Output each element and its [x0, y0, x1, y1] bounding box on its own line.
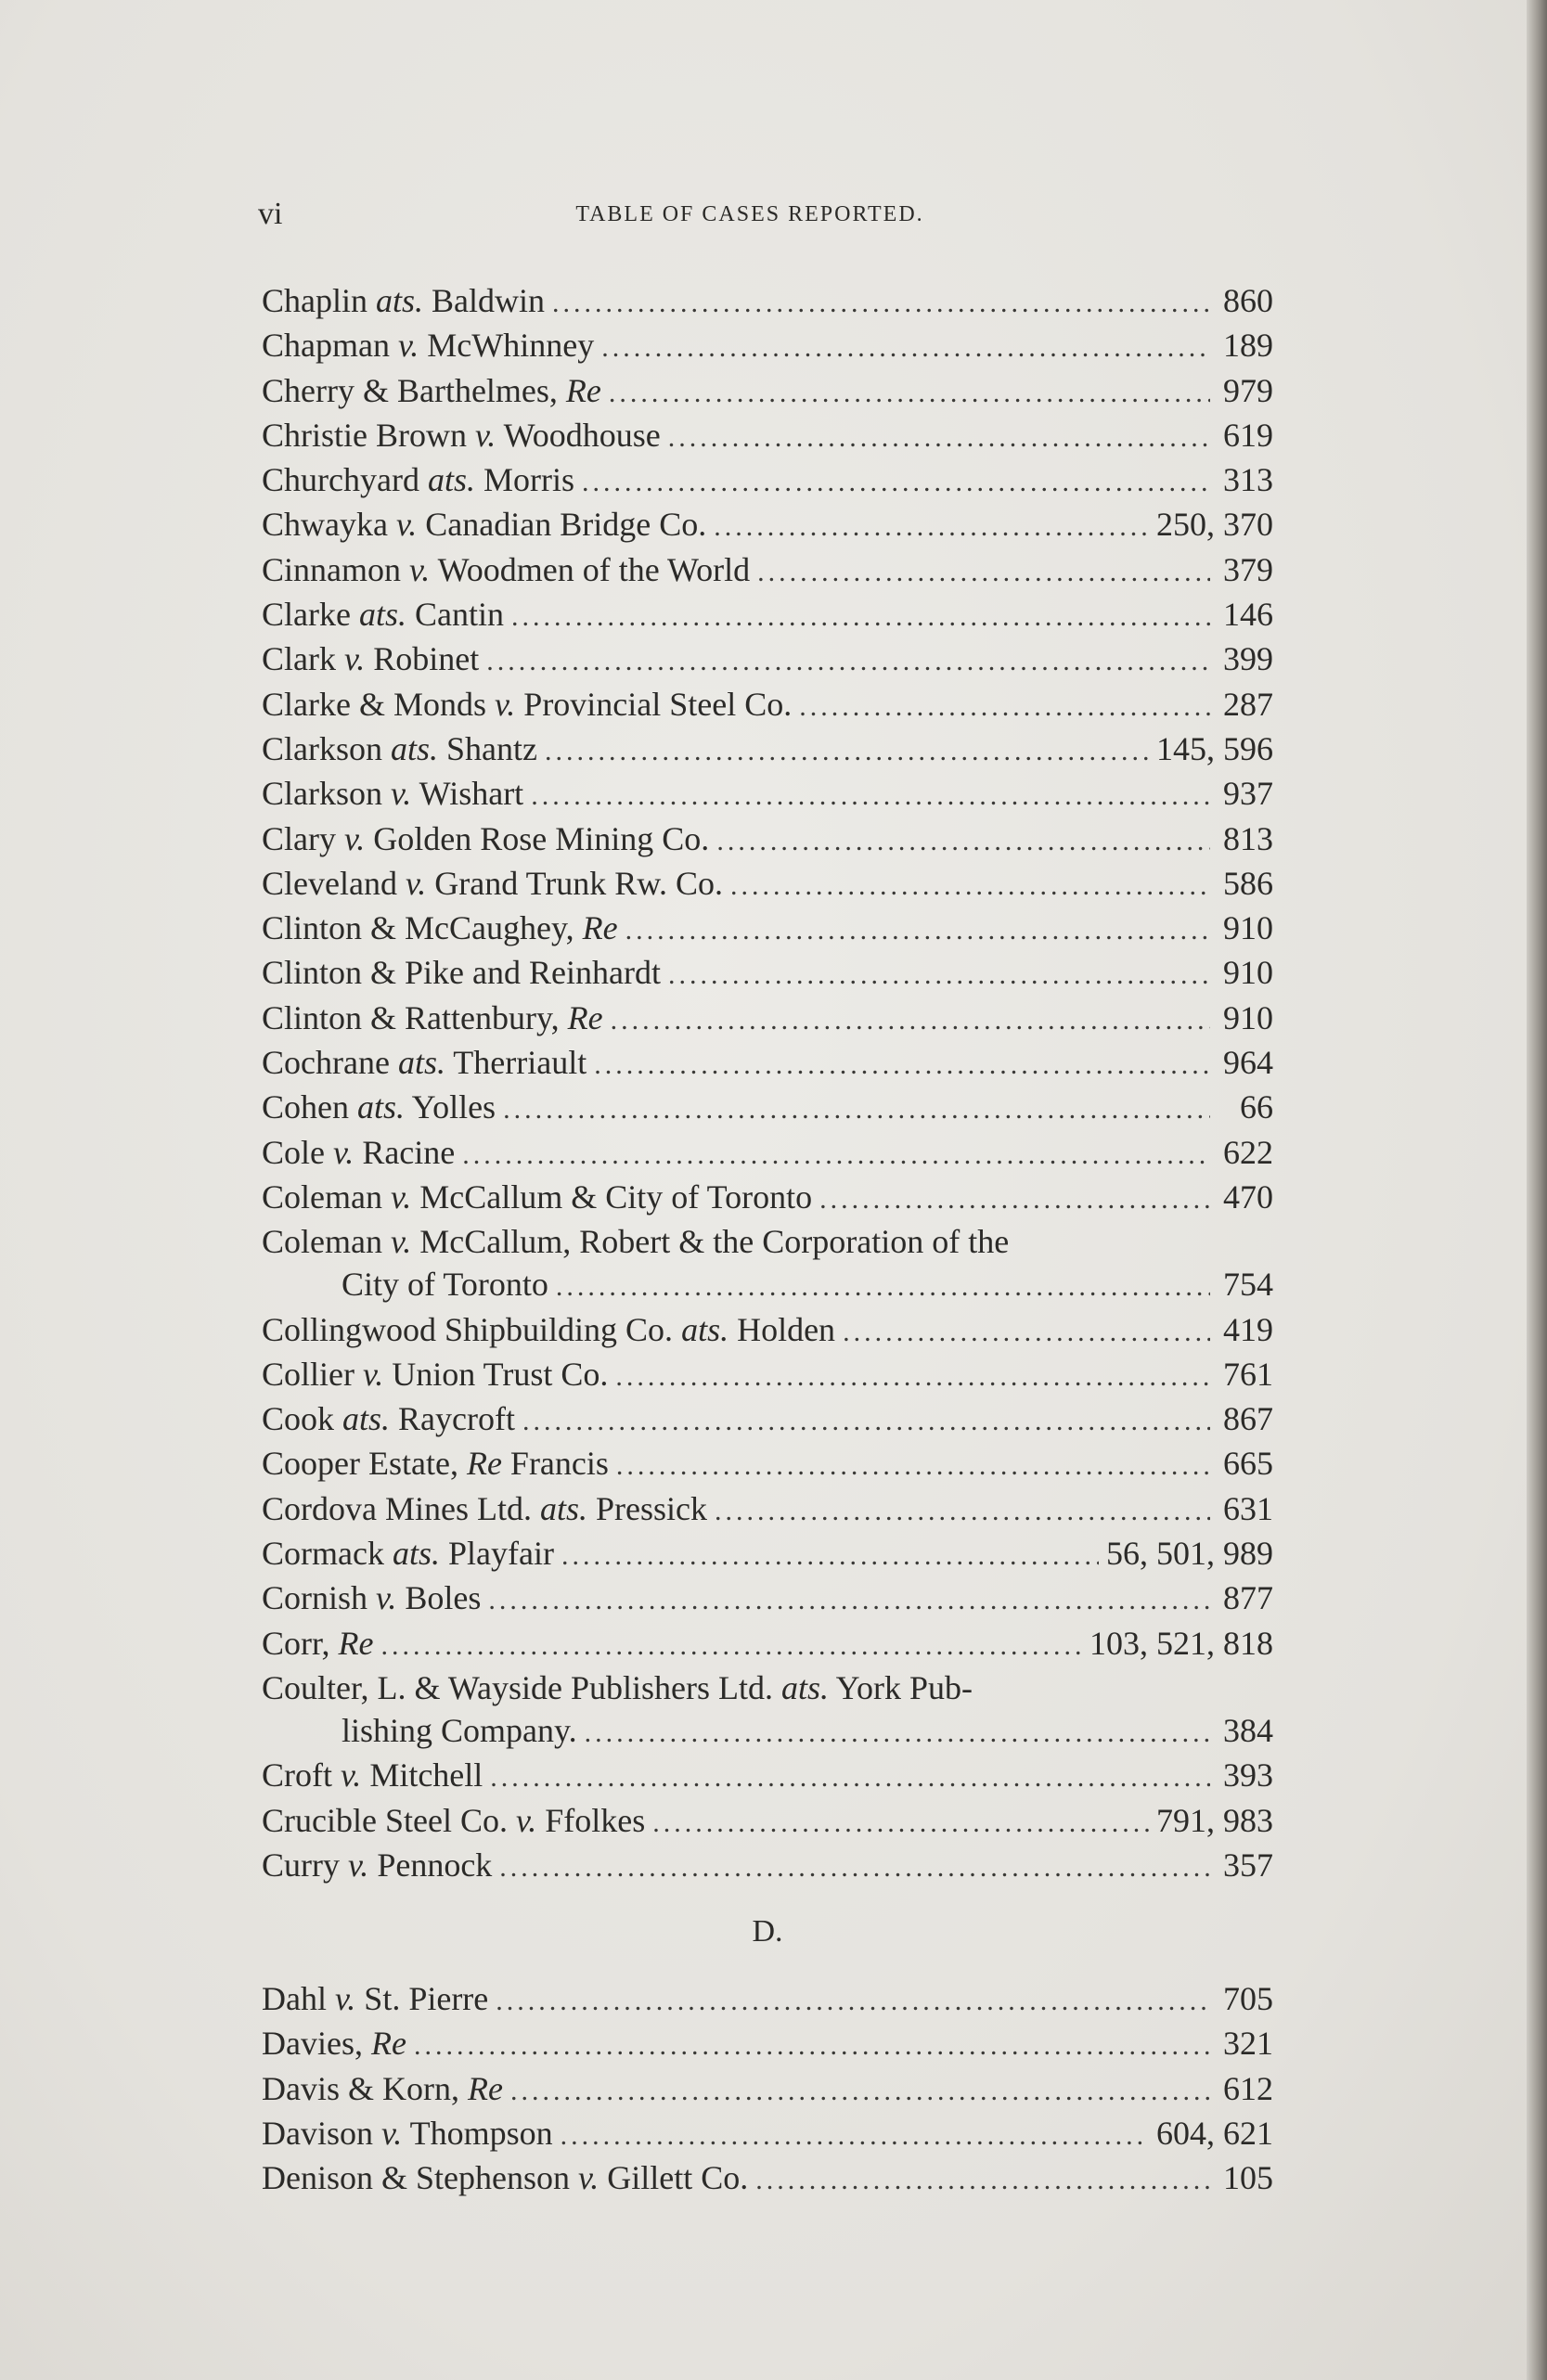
case-name — [262, 906, 625, 950]
case-entry — [262, 996, 1273, 1040]
case-entry — [262, 1666, 1273, 1708]
case-name-part: McCallum, Robert & the Corporation of the — [411, 1223, 1010, 1261]
case-name-part: Pennock — [368, 1846, 493, 1884]
case-connector: v. — [395, 506, 418, 544]
case-connector: v. — [405, 864, 427, 902]
page-reference: 867 — [1223, 1400, 1273, 1438]
case-connector: ats. — [376, 282, 424, 319]
case-name-part: Golden Rose Mining Co. — [365, 819, 710, 857]
case-name-part: Churchyard — [262, 461, 428, 499]
case-connector: v. — [409, 550, 431, 588]
case-name-part: Coleman — [262, 1177, 391, 1216]
case-connector: ats. — [780, 1668, 829, 1706]
case-name — [262, 1441, 616, 1486]
case-connector: ats. — [392, 1535, 440, 1573]
case-name-part: Pressick — [587, 1489, 707, 1527]
case-entry — [262, 1130, 1273, 1175]
page-reference: 105 — [1223, 2159, 1273, 2197]
dot-leader — [511, 595, 1210, 639]
dot-leader — [616, 1444, 1210, 1488]
page-reference: 860 — [1223, 282, 1273, 319]
case-name — [262, 2111, 561, 2155]
case-name — [262, 278, 552, 323]
page-reference: 877 — [1223, 1579, 1273, 1617]
page-reference: 910 — [1223, 909, 1273, 947]
case-connector: Re — [567, 998, 603, 1036]
dot-leader — [611, 998, 1210, 1043]
case-entry — [262, 502, 1273, 547]
case-name-part: Curry — [262, 1846, 348, 1884]
case-name-part: Cleveland — [262, 864, 406, 902]
dot-leader — [503, 1087, 1210, 1132]
case-connector: v. — [343, 819, 366, 857]
page-reference: 189 — [1223, 327, 1273, 365]
case-name — [262, 950, 668, 995]
case-name-part: York Pub- — [828, 1668, 973, 1706]
case-name-part: Cornish — [262, 1579, 377, 1617]
case-name-part: Clark — [262, 640, 344, 678]
case-name-part: Cooper Estate, — [262, 1445, 467, 1483]
case-entry — [262, 950, 1273, 995]
case-name — [262, 1352, 615, 1396]
dot-leader — [545, 729, 1149, 774]
case-entry — [262, 727, 1273, 771]
case-name-part: Clarkson — [262, 775, 391, 813]
case-connector: v. — [475, 416, 496, 454]
case-name-part: lishing Company. — [342, 1711, 577, 1749]
dot-leader — [668, 416, 1210, 460]
page-reference: 937 — [1223, 775, 1273, 813]
dot-leader — [488, 1578, 1210, 1623]
page-reference: 979 — [1223, 371, 1273, 409]
case-name — [262, 1798, 652, 1843]
case-connector: v. — [381, 2114, 403, 2152]
case-connector: v. — [397, 327, 419, 365]
case-name-part: Racine — [354, 1133, 456, 1171]
case-name-part: Shantz — [438, 729, 537, 767]
page-reference: 145, 596 — [1156, 729, 1273, 767]
case-name — [262, 1396, 522, 1441]
case-name-part: Clarkson — [262, 729, 391, 767]
dot-leader — [556, 1265, 1210, 1309]
case-entry — [262, 1441, 1273, 1486]
dot-leader — [757, 550, 1210, 595]
case-name — [262, 2021, 414, 2065]
case-name-part: Mitchell — [361, 1756, 483, 1795]
case-name-part: Clary — [262, 819, 344, 857]
dot-leader — [499, 1846, 1210, 1890]
dot-leader — [716, 819, 1210, 864]
case-connector: v. — [390, 1177, 412, 1216]
case-name — [262, 637, 486, 681]
case-name-part: Clinton & Pike and Reinhardt — [262, 954, 661, 992]
case-name-part: Grand Trunk Rw. Co. — [426, 864, 723, 902]
case-connector: ats. — [342, 1400, 391, 1438]
case-name — [262, 682, 799, 727]
case-name — [262, 1531, 561, 1576]
case-name-part: Provincial Steel Co. — [515, 685, 793, 723]
page-reference: 754 — [1223, 1266, 1273, 1304]
page-header — [258, 197, 1242, 243]
dot-leader — [601, 326, 1210, 370]
case-entry — [262, 1843, 1273, 1887]
page-reference: 357 — [1223, 1846, 1273, 1884]
case-entry — [262, 1352, 1273, 1396]
case-name — [262, 996, 611, 1040]
case-entry — [262, 278, 1273, 323]
case-entry — [262, 2021, 1273, 2065]
case-name-part: Coulter, L. & Wayside Publishers Ltd. — [262, 1668, 781, 1706]
case-connector: v. — [341, 1756, 362, 1795]
case-entry — [262, 906, 1273, 950]
case-entry — [262, 1040, 1273, 1085]
page-reference: 419 — [1223, 1310, 1273, 1348]
case-connector: Re — [338, 1624, 374, 1662]
case-connector: Re — [565, 371, 601, 409]
case-name-part: Collingwood Shipbuilding Co. — [262, 1310, 682, 1348]
case-name-part: Thompson — [402, 2114, 553, 2152]
case-entry — [262, 547, 1273, 592]
case-connector: v. — [334, 1980, 356, 2018]
dot-leader — [561, 2114, 1149, 2158]
case-name — [262, 1666, 973, 1710]
case-entry — [262, 1175, 1273, 1219]
page-reference: 813 — [1223, 819, 1273, 857]
case-name — [262, 771, 531, 816]
case-name-part: Cordova Mines Ltd. — [262, 1489, 540, 1527]
case-name-part: Yolles — [405, 1088, 496, 1126]
case-name-part: Cohen — [262, 1088, 357, 1126]
page-reference: 56, 501, 989 — [1106, 1535, 1273, 1573]
page-reference: 399 — [1223, 640, 1273, 678]
case-name-part: Playfair — [439, 1535, 554, 1573]
page-reference: 619 — [1223, 416, 1273, 454]
case-name-part: Corr, — [262, 1624, 339, 1662]
case-name — [262, 1621, 381, 1666]
case-name — [262, 502, 714, 547]
case-name-part: Denison & Stephenson — [262, 2159, 578, 2197]
case-entry — [262, 1396, 1273, 1441]
case-entry — [262, 1576, 1273, 1620]
case-name-part: Woodmen of the World — [430, 550, 751, 588]
case-name-part: Morris — [474, 461, 574, 499]
case-entry — [262, 1486, 1273, 1531]
page-reference: 384 — [1223, 1711, 1273, 1749]
page-number: vi — [258, 197, 283, 231]
page-reference: 250, 370 — [1156, 506, 1273, 544]
dot-leader — [582, 460, 1210, 505]
case-name — [262, 1976, 496, 2021]
page-reference: 910 — [1223, 954, 1273, 992]
case-entry — [262, 413, 1273, 457]
case-connector: ats. — [539, 1489, 587, 1527]
case-entry-continuation — [262, 1708, 1273, 1753]
dot-leader — [819, 1177, 1210, 1222]
case-name-part: McCallum & City of Toronto — [411, 1177, 813, 1216]
dot-leader — [625, 908, 1210, 953]
case-name-part: Baldwin — [423, 282, 546, 319]
case-entry — [262, 323, 1273, 367]
case-name — [262, 413, 668, 457]
case-connector: Re — [466, 1445, 502, 1483]
case-name — [262, 1130, 462, 1175]
page-reference: 393 — [1223, 1756, 1273, 1795]
dot-leader — [552, 281, 1210, 326]
case-entry — [262, 1219, 1273, 1262]
dot-leader — [496, 1979, 1210, 2024]
case-entry — [262, 2111, 1273, 2155]
case-name — [262, 592, 511, 637]
case-connector: ats. — [681, 1310, 729, 1348]
case-connector: ats. — [397, 1044, 445, 1082]
case-entry — [262, 368, 1273, 413]
case-entry — [262, 861, 1273, 906]
case-name-part: Christie Brown — [262, 416, 475, 454]
table-of-cases — [262, 278, 1273, 2201]
case-name-part: Collier — [262, 1355, 363, 1393]
case-entry — [262, 817, 1273, 861]
case-entry — [262, 457, 1273, 502]
case-connector: ats. — [391, 729, 439, 767]
case-name — [262, 1085, 503, 1129]
page-reference: 586 — [1223, 864, 1273, 902]
dot-leader — [615, 1355, 1210, 1399]
dot-leader — [561, 1534, 1099, 1578]
dot-leader — [843, 1310, 1210, 1355]
case-name — [262, 547, 757, 592]
case-connector: v. — [348, 1846, 369, 1884]
case-name-part: Union Trust Co. — [383, 1355, 609, 1393]
case-name — [262, 1175, 819, 1219]
case-name-part: Gillett Co. — [599, 2159, 749, 2197]
case-name-part: Croft — [262, 1756, 341, 1795]
case-entry — [262, 1621, 1273, 1666]
page-reference: 146 — [1223, 596, 1273, 634]
case-connector: v. — [376, 1579, 397, 1617]
page-reference: 470 — [1223, 1177, 1273, 1216]
case-connector: v. — [391, 775, 412, 813]
case-name-part: Davison — [262, 2114, 381, 2152]
case-name-part: Holden — [728, 1310, 836, 1348]
case-name-part: Cormack — [262, 1535, 393, 1573]
case-connector: v. — [390, 1223, 412, 1261]
case-entry — [262, 1976, 1273, 2021]
case-entry — [262, 2155, 1273, 2200]
case-name — [262, 1843, 499, 1887]
case-name-part: Wishart — [411, 775, 524, 813]
case-entry — [262, 682, 1273, 727]
case-connector: ats. — [358, 596, 406, 634]
case-name-part: Cochrane — [262, 1044, 398, 1082]
page-reference: 313 — [1223, 461, 1273, 499]
case-connector: Re — [370, 2025, 406, 2063]
case-entry — [262, 1531, 1273, 1576]
dot-leader — [585, 1711, 1210, 1756]
dot-leader — [462, 1133, 1210, 1177]
case-entry-continuation — [262, 1262, 1273, 1306]
page-reference: 761 — [1223, 1355, 1273, 1393]
case-name-part: Cinnamon — [262, 550, 409, 588]
page-reference: 665 — [1223, 1445, 1273, 1483]
case-entry — [262, 592, 1273, 637]
case-name-part: Robinet — [365, 640, 480, 678]
dot-leader — [714, 505, 1149, 549]
dot-leader — [510, 2069, 1210, 2114]
page-reference: 287 — [1223, 685, 1273, 723]
case-name-part: Woodhouse — [496, 416, 661, 454]
case-name — [262, 457, 582, 502]
dot-leader — [609, 371, 1210, 416]
page-reference: 791, 983 — [1156, 1801, 1273, 1839]
case-name — [262, 2155, 755, 2200]
page-reference: 379 — [1223, 550, 1273, 588]
case-name — [262, 861, 730, 906]
case-name-part: Francis — [501, 1445, 609, 1483]
case-entry — [262, 2066, 1273, 2111]
page-reference: 705 — [1223, 1980, 1273, 2018]
case-connector: v. — [343, 640, 366, 678]
page-reference: 631 — [1223, 1489, 1273, 1527]
dot-leader — [715, 1489, 1210, 1534]
page-reference: 604, 621 — [1156, 2114, 1273, 2152]
case-name-part: Boles — [396, 1579, 482, 1617]
page-reference: 66 — [1240, 1088, 1273, 1126]
case-name-part: Therriault — [445, 1044, 587, 1082]
case-name-part: Clinton & McCaughey, — [262, 909, 583, 947]
case-entry — [262, 637, 1273, 681]
dot-leader — [414, 2024, 1210, 2068]
case-name-part: Dahl — [262, 1980, 335, 2018]
case-name-part: Cantin — [406, 596, 504, 634]
dot-leader — [755, 2158, 1210, 2203]
case-connector: v. — [494, 685, 516, 723]
case-connector: Re — [467, 2069, 503, 2107]
case-name-part: Crucible Steel Co. — [262, 1801, 516, 1839]
case-name-continued — [342, 1262, 556, 1306]
page-reference: 910 — [1223, 998, 1273, 1036]
case-name-part: St. Pierre — [355, 1980, 489, 2018]
dot-leader — [522, 1399, 1210, 1444]
case-name — [262, 1219, 1009, 1264]
case-name-part: Cole — [262, 1133, 333, 1171]
case-name — [262, 323, 601, 367]
case-entry — [262, 1798, 1273, 1843]
dot-leader — [486, 639, 1210, 684]
page-reference: 612 — [1223, 2069, 1273, 2107]
dot-leader — [799, 685, 1210, 729]
dot-leader — [381, 1624, 1082, 1668]
case-name-continued — [342, 1708, 585, 1753]
case-name-part: Cook — [262, 1400, 343, 1438]
case-name-part: Chapman — [262, 327, 398, 365]
case-connector: v. — [333, 1133, 355, 1171]
case-connector: v. — [362, 1355, 384, 1393]
dot-leader — [531, 774, 1210, 818]
case-name-part: Chaplin — [262, 282, 376, 319]
case-name — [262, 368, 609, 413]
case-name — [262, 1486, 715, 1531]
book-spine-edge — [1527, 0, 1547, 2380]
case-connector: ats. — [427, 461, 475, 499]
case-name-part: Clarke & Monds — [262, 685, 495, 723]
case-name-part: Chwayka — [262, 506, 396, 544]
case-name-part: Raycroft — [390, 1400, 515, 1438]
dot-leader — [594, 1043, 1210, 1087]
case-connector: Re — [582, 909, 618, 947]
case-name-part: Ffolkes — [536, 1801, 646, 1839]
case-name-part: Coleman — [262, 1223, 391, 1261]
page-reference: 103, 521, 818 — [1089, 1624, 1273, 1662]
case-name — [262, 1576, 488, 1620]
case-entry — [262, 771, 1273, 816]
case-name — [262, 1040, 594, 1085]
case-name — [262, 817, 716, 861]
page-reference: 622 — [1223, 1133, 1273, 1171]
dot-leader — [652, 1801, 1149, 1846]
case-name-part: Davies, — [262, 2025, 371, 2063]
case-name-part: Clinton & Rattenbury, — [262, 998, 568, 1036]
case-name — [262, 1307, 843, 1352]
case-connector: ats. — [357, 1088, 406, 1126]
case-entry — [262, 1753, 1273, 1797]
case-entry — [262, 1085, 1273, 1129]
case-connector: v. — [577, 2159, 599, 2197]
case-name-part: Davis & Korn, — [262, 2069, 468, 2107]
case-name-part: McWhinney — [419, 327, 595, 365]
dot-leader — [730, 864, 1210, 908]
case-connector: v. — [515, 1801, 537, 1839]
section-heading: D. — [752, 1914, 783, 1949]
case-entry — [262, 1307, 1273, 1352]
case-name-part: Clarke — [262, 596, 359, 634]
dot-leader — [490, 1756, 1210, 1800]
case-name — [262, 1753, 490, 1797]
running-title: TABLE OF CASES REPORTED. — [575, 202, 924, 226]
case-name — [262, 2066, 510, 2111]
case-name — [262, 727, 545, 771]
page-reference: 321 — [1223, 2025, 1273, 2063]
dot-leader — [668, 953, 1210, 997]
page-reference: 964 — [1223, 1044, 1273, 1082]
case-name-part: Canadian Bridge Co. — [417, 506, 707, 544]
case-name-part: City of Toronto — [342, 1266, 548, 1304]
case-name-part: Cherry & Barthelmes, — [262, 371, 566, 409]
